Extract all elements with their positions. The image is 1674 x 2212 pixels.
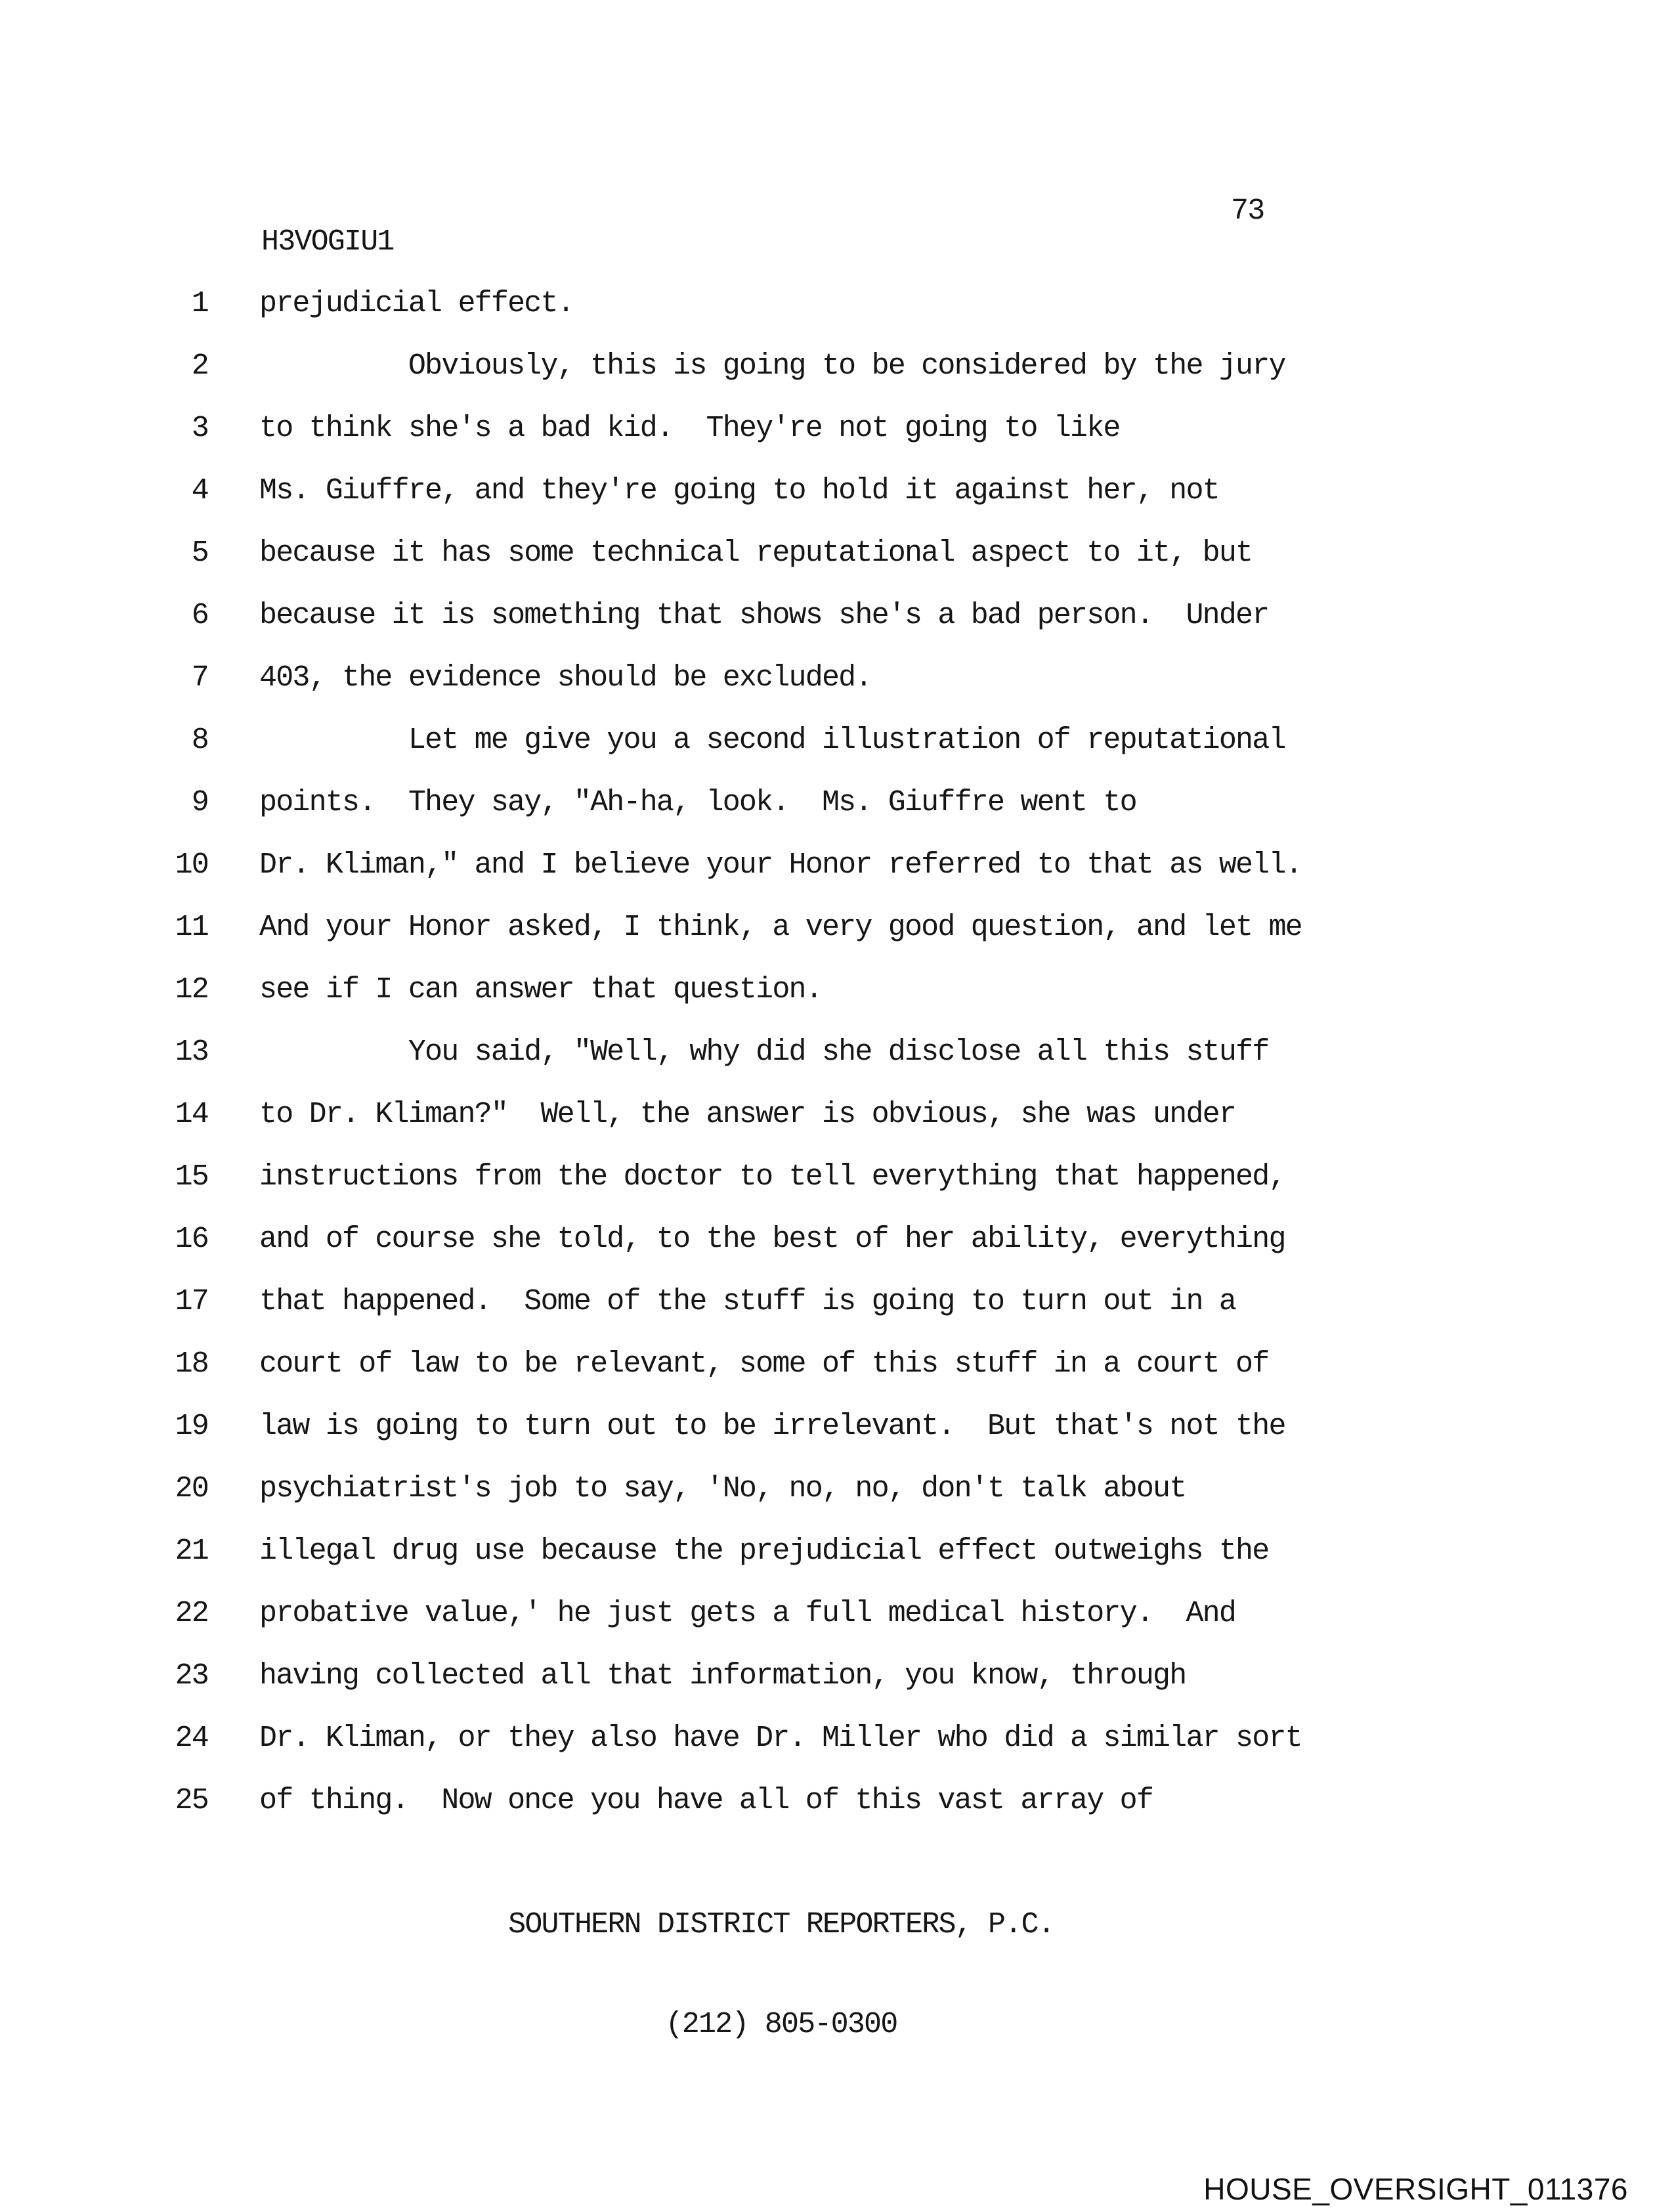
page-number: 73 [1231,194,1264,228]
transcript-line [0,959,1674,1021]
line-text: prejudicial effect. [259,287,574,320]
transcript-line [0,1582,1674,1645]
line-number: 9 [191,786,208,819]
line-number: 12 [175,973,208,1007]
line-text: You said, "Well, why did she disclose all this stuff [259,1035,1269,1069]
transcript-line [0,460,1674,522]
line-text: having collected all that information, you know, through [259,1659,1186,1693]
line-text: Dr. Kliman," and I believe your Honor referred to that as well. [259,848,1302,882]
line-number: 8 [191,724,208,757]
line-number: 21 [175,1534,208,1568]
line-text: Obviously, this is going to be considered by the jury [259,349,1285,383]
transcript-line [0,709,1674,771]
line-text: Dr. Kliman, or they also have Dr. Miller who did a similar sort [259,1722,1302,1755]
line-number: 5 [191,536,208,570]
line-text: 403, the evidence should be excluded. [259,661,872,695]
line-text: probative value,' he just gets a full medical history. And [259,1597,1236,1630]
line-number: 1 [191,287,208,320]
line-text: illegal drug use because the prejudicial effect outweighs the [259,1534,1269,1568]
line-text: to think she's a bad kid. They're not going to like [259,412,1120,445]
transcript-line [0,1707,1674,1769]
transcript-line [0,1270,1674,1333]
line-number: 13 [175,1035,208,1069]
transcript-line [0,1083,1674,1146]
line-number: 22 [175,1597,208,1630]
line-number: 18 [175,1347,208,1381]
transcript-line [0,1208,1674,1270]
line-text: law is going to turn out to be irrelevant. But that's not the [259,1410,1285,1443]
line-number: 15 [175,1160,208,1194]
line-number: 2 [191,349,208,383]
line-text: of thing. Now once you have all of this vast array of [259,1784,1153,1817]
line-number: 7 [191,661,208,695]
line-number: 14 [175,1098,208,1131]
line-number: 6 [191,599,208,632]
line-number: 11 [175,911,208,944]
line-number: 10 [175,848,208,882]
transcript-line [0,1395,1674,1458]
line-text: And your Honor asked, I think, a very good question, and let me [259,911,1302,944]
line-text: because it is something that shows she's a bad person. Under [259,599,1269,632]
transcript-line [0,1458,1674,1520]
transcript-line [0,834,1674,896]
transcript-line [0,397,1674,460]
line-text: because it has some technical reputational aspect to it, but [259,536,1253,570]
line-number: 19 [175,1410,208,1443]
bates-number-watermark: HOUSE_OVERSIGHT_011376 [1203,2172,1628,2206]
line-text: that happened. Some of the stuff is going to turn out in a [259,1285,1236,1318]
line-number: 16 [175,1223,208,1256]
line-text: psychiatrist's job to say, 'No, no, no, don't talk about [259,1472,1186,1506]
line-text: points. They say, "Ah-ha, look. Ms. Giuffre went to [259,786,1136,819]
transcript-line [0,1645,1674,1707]
transcript-line [0,1769,1674,1832]
reporter-footer [259,1842,1303,2108]
transcript-line [0,1021,1674,1083]
transcript-line [0,1333,1674,1395]
line-number: 20 [175,1472,208,1506]
reporter-phone: (212) 805-0300 [665,2008,897,2041]
line-text: court of law to be relevant, some of this stuff in a court of [259,1347,1269,1381]
line-text: see if I can answer that question. [259,973,822,1007]
transcript-line [0,584,1674,647]
line-number: 3 [191,412,208,445]
line-text: and of course she told, to the best of her ability, everything [259,1223,1285,1256]
line-number: 4 [191,474,208,508]
transcript-line [0,335,1674,397]
line-text: Let me give you a second illustration of reputational [259,724,1285,757]
reporter-org: SOUTHERN DISTRICT REPORTERS, P.C. [508,1908,1054,1941]
line-text: instructions from the doctor to tell everything that happened, [259,1160,1285,1194]
transcript-line [0,647,1674,709]
line-text: Ms. Giuffre, and they're going to hold it against her, not [259,474,1219,508]
transcript-line [0,1520,1674,1582]
transcript-lines [0,272,1674,1832]
transcript-line [0,896,1674,959]
transcript-header-id: H3VOGIU1 [261,225,394,259]
line-text: to Dr. Kliman?" Well, the answer is obvious, she was under [259,1098,1236,1131]
transcript-line [0,272,1674,335]
transcript-line [0,771,1674,834]
line-number: 25 [175,1784,208,1817]
line-number: 23 [175,1659,208,1693]
transcript-line [0,522,1674,584]
line-number: 24 [175,1722,208,1755]
transcript-line [0,1146,1674,1208]
line-number: 17 [175,1285,208,1318]
